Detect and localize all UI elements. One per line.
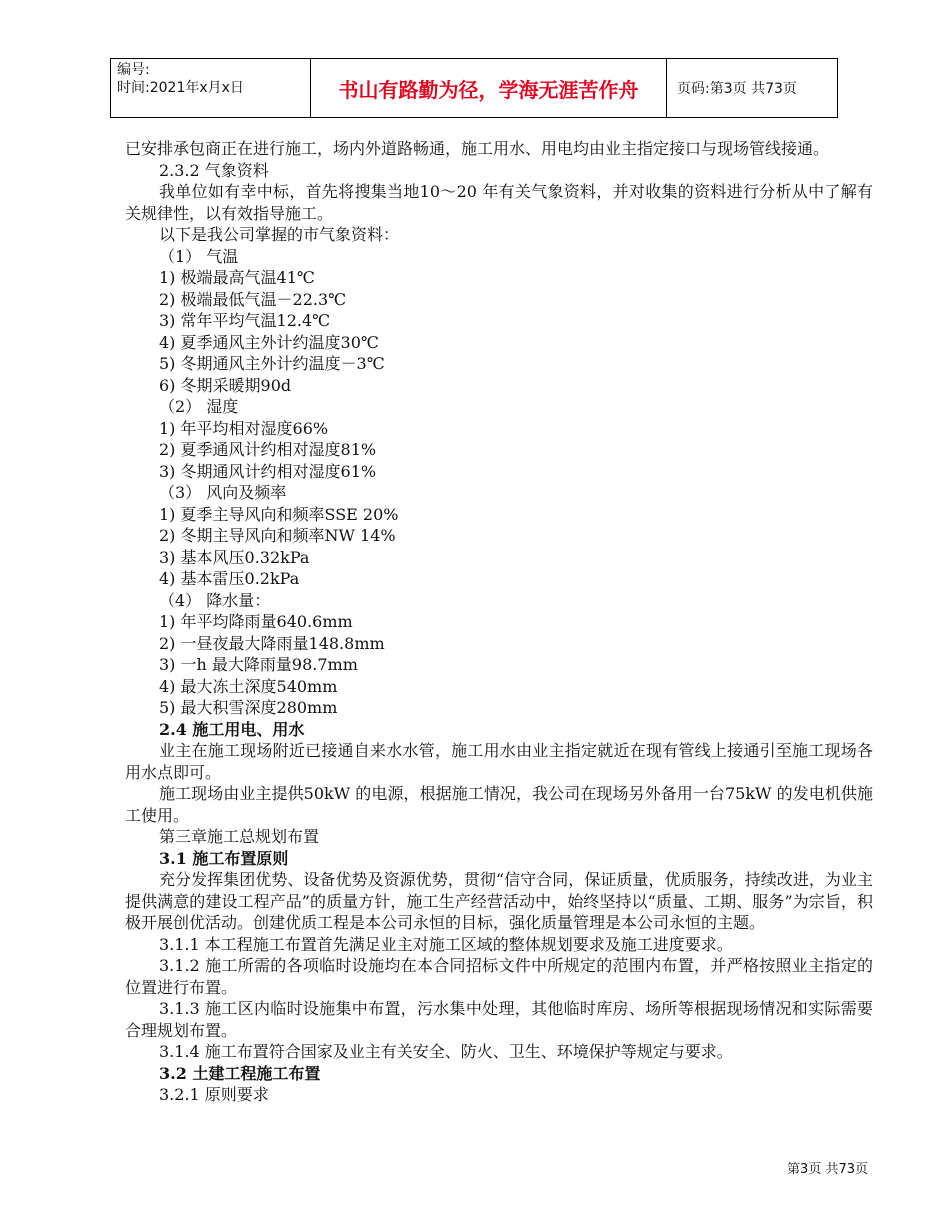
body-line: 3.2 土建工程施工布置 <box>159 1063 321 1083</box>
body-line: 3.2.1 原则要求 <box>159 1085 269 1104</box>
body-line: 3) 一h 最大降雨量98.7mm <box>159 655 358 674</box>
body-line: 3.1.3 施工区内临时设施集中布置，污水集中处理，其他临时库房、场所等根据现场情况和实际需要合理规划布置。 <box>125 999 873 1040</box>
body-line: 4) 最大冻土深度540mm <box>159 676 338 696</box>
body-line: （2） 湿度 <box>159 397 239 416</box>
body-line: 1) 极端最高气温41℃ <box>159 268 315 287</box>
body-line: 2) 夏季通风计约相对湿度81% <box>159 440 377 459</box>
body-line: 5) 最大积雪深度280mm <box>159 698 338 717</box>
footer-page-number: 第3页 共73页 <box>787 1162 868 1177</box>
body-line: 3) 冬期通风计约相对湿度61% <box>159 461 377 481</box>
body-line: 2.4 施工用电、用水 <box>159 719 305 739</box>
body-line: 以下是我公司掌握的市气象资料： <box>159 225 400 244</box>
body-line: 充分发挥集团优势、设备优势及资源优势，贯彻“信守合同，保证质量，优质服务，持续改进，为业主提供满意的建设工程产品”的质量方针，施工生产经营活动中，始终坚持以“质量、工期、服务”为宗旨，积极开展创优活动。创建优质工程是本公司永恒的目标，强化质量管理是本公司永恒的主题。 <box>125 870 873 932</box>
body-line: 4) 基本雷压0.2kPa <box>159 569 300 588</box>
body-line: 3) 基本风压0.32kPa <box>159 547 310 567</box>
body-line: （1） 气温 <box>159 246 239 266</box>
body-line: 4) 夏季通风主外计约温度30℃ <box>159 332 379 352</box>
body-line: 3.1.2 施工所需的各项临时设施均在本合同招标文件中所规定的范围内布置，并严格按照业主指定的位置进行布置。 <box>125 956 873 997</box>
header-page-label: 页码:第3页 共73页 <box>677 81 797 97</box>
body-line: 2) 一昼夜最大降雨量148.8mm <box>159 633 385 653</box>
page-header <box>110 58 838 118</box>
body-line: 1) 年平均降雨量640.6mm <box>159 612 353 631</box>
body-line: 施工现场由业主提供50kW 的电源，根据施工情况，我公司在现场另外备用一台75kW 的发电机供施工使用。 <box>125 784 873 825</box>
body-line: 6) 冬期采暖期90d <box>159 375 292 395</box>
body-line: 我单位如有幸中标，首先将搜集当地10～20 年有关气象资料，并对收集的资料进行分析从中了解有关规律性，以有效指导施工。 <box>125 182 873 223</box>
body-line: 2.3.2 气象资料 <box>159 160 269 180</box>
body-line: 5) 冬期通风主外计约温度－3℃ <box>159 354 385 373</box>
body-line: 3.1.4 施工布置符合国家及业主有关安全、防火、卫生、环境保护等规定与要求。 <box>159 1042 733 1061</box>
time-label: 时间:2021年x月x日 <box>117 80 244 96</box>
number-label: 编号: <box>117 62 150 78</box>
body-line: 业主在施工现场附近已接通自来水水管，施工用水由业主指定就近在现有管线上接通引至施工现场各用水点即可。 <box>125 741 873 782</box>
body-line: 2) 冬期主导风向和频率NW 14% <box>159 526 396 545</box>
body-line: 3.1 施工布置原则 <box>159 848 289 868</box>
header-meta-cell <box>111 59 311 117</box>
body-line: 1) 夏季主导风向和频率SSE 20% <box>159 504 399 524</box>
body-line: 已安排承包商正在进行施工，场内外道路畅通，施工用水、用电均由业主指定接口与现场管线接通。 <box>125 139 830 158</box>
document-body <box>125 138 873 1106</box>
body-line: 第三章施工总规划布置 <box>159 827 320 846</box>
body-line: 1) 年平均相对湿度66% <box>159 418 329 438</box>
body-line: （3） 风向及频率 <box>159 483 287 502</box>
body-line: 3.1.1 本工程施工布置首先满足业主对施工区域的整体规划要求及施工进度要求。 <box>159 934 733 954</box>
body-line: 3) 常年平均气温12.4℃ <box>159 311 331 330</box>
header-motto: 书山有路勤为径，学海无涯苦作舟 <box>311 59 667 117</box>
body-line: （4） 降水量： <box>159 590 271 610</box>
body-line: 2) 极端最低气温－22.3℃ <box>159 289 347 309</box>
